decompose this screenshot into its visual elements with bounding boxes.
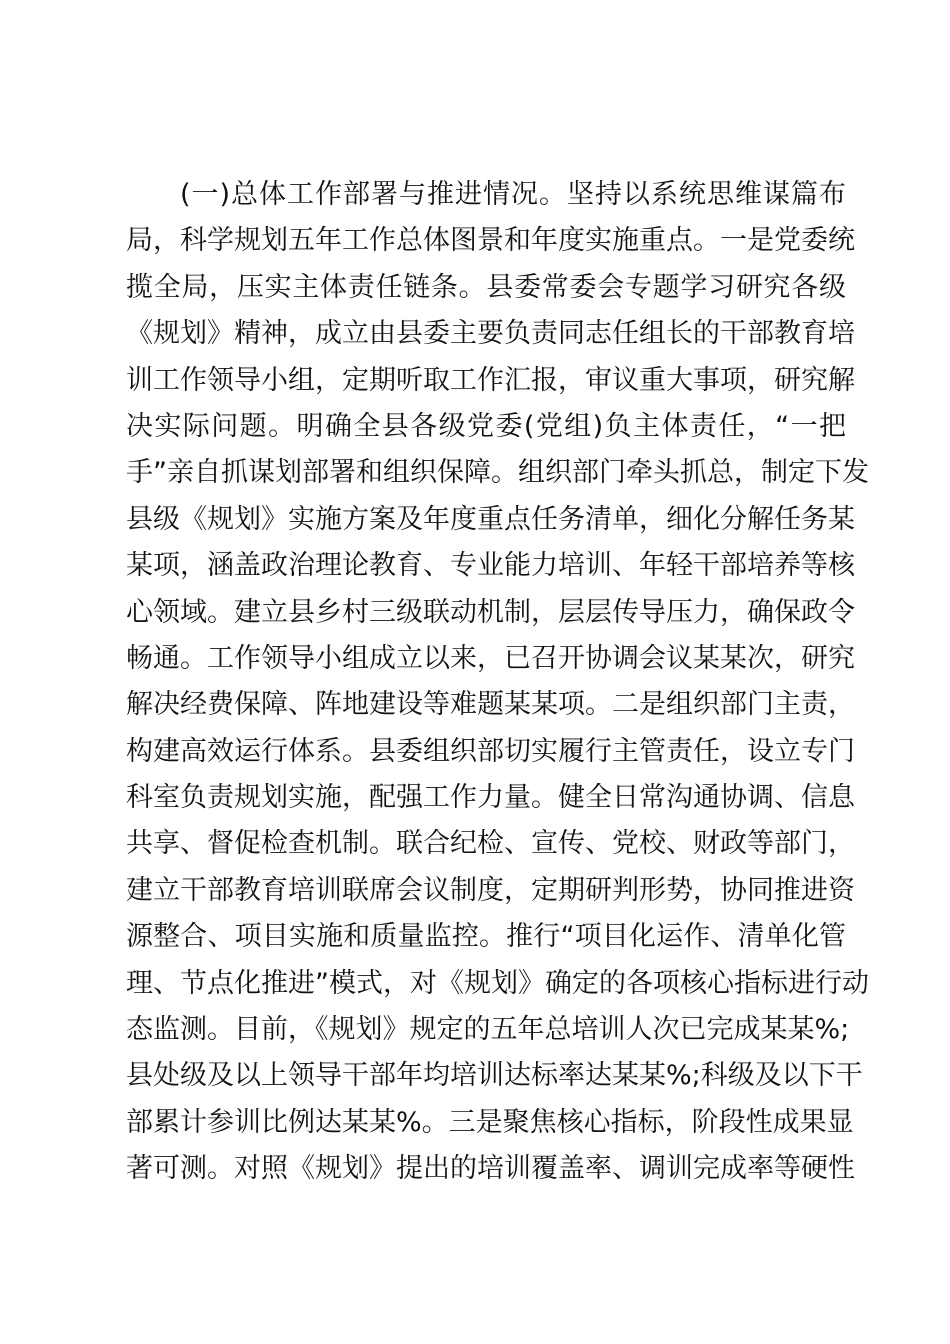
paragraph-line-11: 畅通。工作领导小组成立以来，已召开协调会议某某次，研究 bbox=[126, 642, 855, 674]
paragraph-line-16: 建立干部教育培训联席会议制度，定期研判形势，协同推进资 bbox=[126, 874, 855, 906]
paragraph-line-19: 态监测。目前，《规划》规定的五年总培训人次已完成某某%; bbox=[126, 1014, 850, 1046]
paragraph-line-9: 某项，涵盖政治理论教育、专业能力培训、年轻干部培养等核 bbox=[126, 550, 855, 582]
body-paragraph bbox=[126, 172, 869, 1193]
paragraph-line-20: 县处级及以上领导干部年均培训达标率达某某%;科级及以下干 bbox=[126, 1060, 863, 1092]
paragraph-line-4: 《规划》精神，成立由县委主要负责同志任组长的干部教育培 bbox=[126, 318, 855, 350]
paragraph-line-14: 科室负责规划实施，配强工作力量。健全日常沟通协调、信息 bbox=[126, 782, 855, 814]
paragraph-line-12: 解决经费保障、阵地建设等难题某某项。二是组织部门主责， bbox=[126, 689, 855, 721]
paragraph-line-2: 局，科学规划五年工作总体图景和年度实施重点。一是党委统 bbox=[126, 225, 855, 257]
paragraph-line-22: 著可测。对照《规划》提出的培训覆盖率、调训完成率等硬性 bbox=[126, 1153, 855, 1185]
paragraph-line-15: 共享、督促检查机制。联合纪检、宣传、党校、财政等部门， bbox=[126, 828, 855, 860]
paragraph-line-21: 部累计参训比例达某某%。三是聚焦核心指标，阶段性成果显 bbox=[126, 1106, 854, 1138]
paragraph-line-13: 构建高效运行体系。县委组织部切实履行主管责任，设立专门 bbox=[126, 735, 855, 767]
paragraph-line-1: (一)总体工作部署与推进情况。坚持以系统思维谋篇布 bbox=[180, 179, 846, 210]
paragraph-line-5: 训工作领导小组，定期听取工作汇报，审议重大事项，研究解 bbox=[126, 364, 855, 396]
paragraph-line-10: 心领域。建立县乡村三级联动机制，层层传导压力，确保政令 bbox=[126, 596, 855, 628]
paragraph-line-18: 理、节点化推进”模式，对《规划》确定的各项核心指标进行动 bbox=[126, 967, 869, 999]
paragraph-line-17: 源整合、项目实施和质量监控。推行“项目化运作、清单化管 bbox=[126, 921, 846, 953]
paragraph-line-6: 决实际问题。明确全县各级党委(党组)负主体责任，“一把 bbox=[126, 410, 846, 442]
paragraph-line-7: 手”亲自抓谋划部署和组织保障。组织部门牵头抓总，制定下发 bbox=[126, 457, 869, 489]
paragraph-line-8: 县级《规划》实施方案及年度重点任务清单，细化分解任务某 bbox=[126, 503, 855, 535]
paragraph-line-3: 揽全局，压实主体责任链条。县委常委会专题学习研究各级 bbox=[126, 271, 846, 303]
